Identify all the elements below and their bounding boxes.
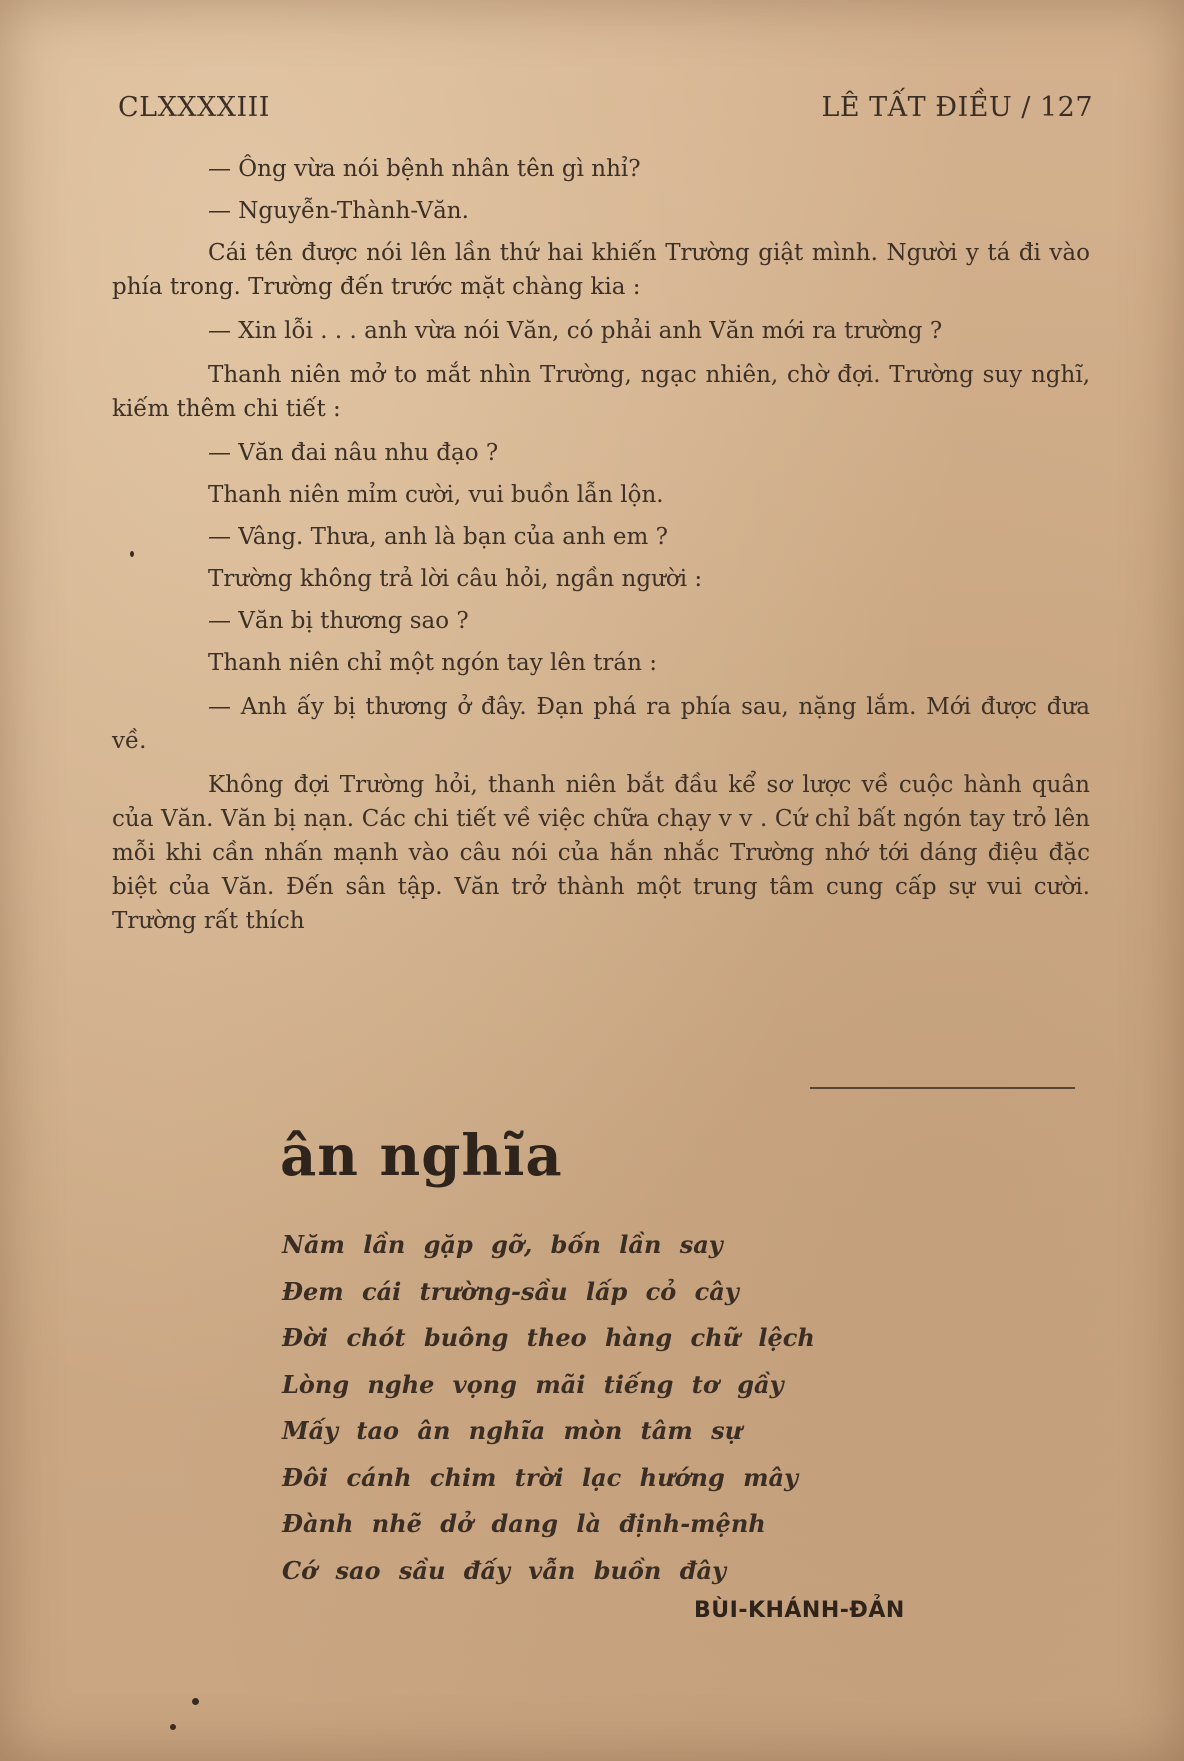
header-roman-numeral: CLXXXXIII xyxy=(118,92,270,123)
poem-line: Mấy tao ân nghĩa mòn tâm sự xyxy=(282,1416,743,1445)
header-author-page-number: LÊ TẤT ĐIỀU / 127 xyxy=(821,92,1093,123)
poem-line: Đành nhẽ dở dang là định-mệnh xyxy=(282,1509,766,1538)
paragraph-12: — Anh ấy bị thương ở đây. Đạn phá ra phía sau, nặng lắm. Mới được đưa về. xyxy=(112,694,1090,754)
poem-line: Cớ sao sầu đấy vẫn buồn đây xyxy=(282,1555,727,1585)
running-head xyxy=(118,92,1093,132)
paragraph-3: Cái tên được nói lên lần thứ hai khiến Trường giật mình. Người y tá đi vào phía trong. Trường đến trước mặt chàng kia : xyxy=(112,240,1090,300)
story-text xyxy=(112,152,1090,948)
paragraph-4: — Xin lỗi . . . anh vừa nói Văn, có phải anh Văn mới ra trường ? xyxy=(208,318,943,344)
paragraph-10: — Văn bị thương sao ? xyxy=(208,608,469,634)
poem-line: Năm lần gặp gỡ, bốn lần say xyxy=(282,1230,723,1259)
paragraph-2: — Nguyễn-Thành-Văn. xyxy=(208,198,469,224)
paragraph-6: — Văn đai nâu nhu đạo ? xyxy=(208,440,499,466)
paragraph-8: — Vâng. Thưa, anh là bạn của anh em ? xyxy=(208,524,668,550)
poem-line: Lòng nghe vọng mãi tiếng tơ gầy xyxy=(282,1369,784,1399)
paragraph-11: Thanh niên chỉ một ngón tay lên trán : xyxy=(208,650,657,676)
poem-line: Đem cái trường-sầu lấp cỏ cây xyxy=(282,1276,739,1306)
ink-speck xyxy=(130,551,134,557)
paragraph-1: — Ông vừa nói bệnh nhân tên gì nhỉ? xyxy=(208,156,641,182)
ink-speck xyxy=(192,1698,199,1705)
poem-title: ân nghĩa xyxy=(280,1123,563,1189)
poem-body xyxy=(282,1222,982,1594)
poem-author: BÙI-KHÁNH-ĐẢN xyxy=(694,1598,905,1623)
poem-line: Đời chót buông theo hàng chữ lệch xyxy=(282,1323,815,1352)
poem-line: Đôi cánh chim trời lạc hướng mây xyxy=(282,1462,799,1492)
paragraph-13: Không đợi Trường hỏi, thanh niên bắt đầu kể sơ lược về cuộc hành quân của Văn. Văn bị nạn. Các chi tiết về việc chữa chạy v v . Cứ chỉ bất ngón tay trỏ lên mỗi khi cần nhấn mạnh vào câu nói của hắn nhắc Trường nhớ tới dáng điệu đặc biệt của Văn. Đến sân tập. Văn trở thành một trung tâm cung cấp sự vui cười. Trường rất thích xyxy=(112,772,1090,934)
ink-speck xyxy=(170,1724,176,1730)
paragraph-5: Thanh niên mở to mắt nhìn Trường, ngạc nhiên, chờ đợi. Trường suy nghĩ, kiếm thêm chi tiết : xyxy=(112,362,1090,422)
section-divider xyxy=(810,1087,1075,1089)
paragraph-9: Trường không trả lời câu hỏi, ngần người : xyxy=(208,566,703,592)
paragraph-7: Thanh niên mỉm cười, vui buồn lẫn lộn. xyxy=(208,482,664,508)
